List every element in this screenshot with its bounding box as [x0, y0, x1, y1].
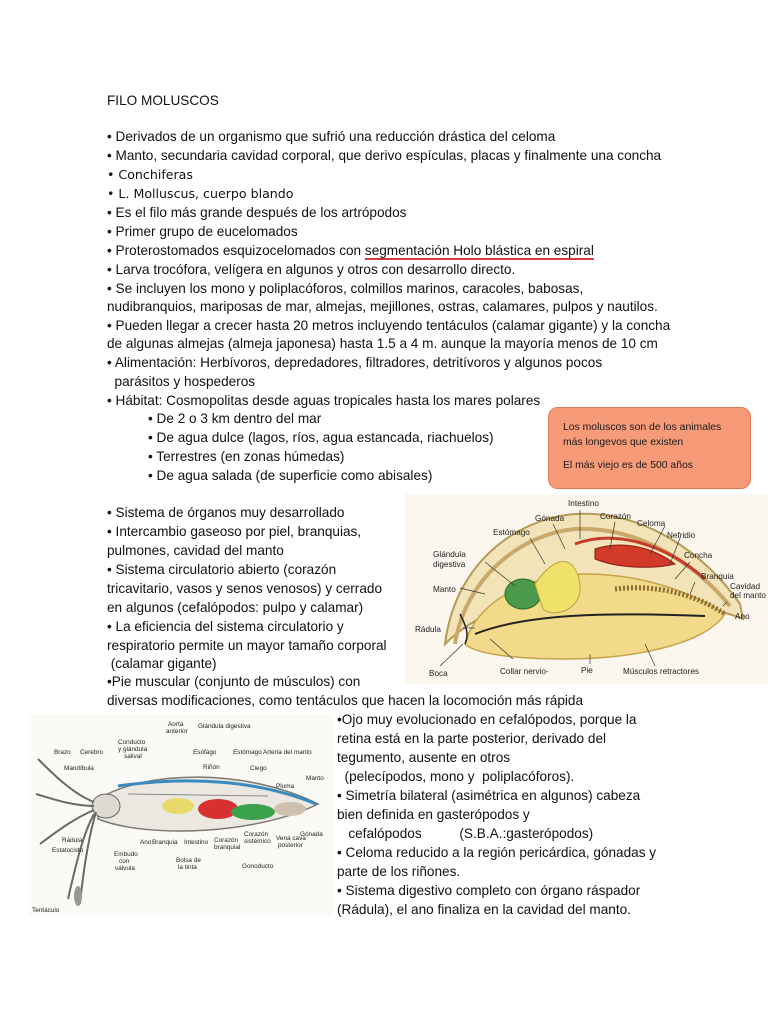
bullet-alimentacion: • Alimentación: Herbívoros, depredadores, filtradores, detritívoros y algunos pocos — [107, 355, 603, 370]
clam-label-manto: Manto — [433, 585, 456, 594]
callout-box — [548, 407, 751, 489]
clam-label-digestiva: digestiva — [433, 560, 466, 569]
squid-label-corazon-sistemico: Corazón — [244, 831, 269, 838]
bullet-celoma: • Derivados de un organismo que sufrió una reducción drástica del celoma — [107, 129, 556, 144]
bullet-pie: •Pie muscular (conjunto de músculos) con — [107, 674, 361, 689]
bullet-crecer-cont: de algunas almejas (almeja japonesa) hasta 1.5 a 4 m. aunque la mayoría menos de 10 cm — [107, 336, 658, 351]
bullet-circulatorio-cont1: tricavitario, vasos y senos venosos) y cerrado — [107, 581, 383, 596]
bullet-pie-cont: diversas modificaciones, como tentáculos que hacen la locomoción más rápida — [107, 693, 584, 708]
bullet-intercambio-cont: pulmones, cavidad del manto — [107, 543, 284, 558]
squid-label-intestino: Intestino — [184, 839, 209, 846]
habitat-item-dulce: • De agua dulce (lagos, ríos, agua estancada, riachuelos) — [148, 430, 494, 445]
habitat-item-mar: • De 2 o 3 km dentro del mar — [148, 411, 322, 426]
squid-label-glandula-digestiva: Glándula digestiva — [198, 723, 251, 730]
squid-label-y-glandula: y glándula — [118, 746, 148, 753]
habitat-item-salada: • De agua salada (de superficie como abisales) — [148, 468, 433, 483]
bullet-habitat: • Hábitat: Cosmopolitas desde aguas tropicales hasta los mares polares — [107, 393, 541, 408]
squid-label-corazon-branquial: Corazón — [214, 837, 239, 844]
squid-label-aorta: Aorta — [168, 721, 184, 728]
bullet-molluscus: • L. Molluscus, cuerpo blando — [107, 186, 294, 201]
squid-anatomy-figure — [28, 714, 333, 916]
squid-label-branquia: Branquia — [152, 839, 178, 846]
squid-label-conducto: Conducto — [118, 739, 146, 746]
squid-label-bolsa: Bolsa de — [176, 857, 201, 864]
squid-label-cerebro: Cerebro — [80, 749, 104, 756]
bullet-ojo-cont1: retina está en la parte posterior, derivado del — [337, 731, 607, 746]
bullet-ojo-cont3: (pelecípodos, mono y poliplacóforos). — [337, 769, 575, 784]
clam-label-estomago: Estómago — [493, 528, 530, 537]
page-title: FILO MOLUSCOS — [107, 93, 219, 108]
bullet-digestivo: • Sistema digestivo completo con órgano ráspador — [337, 883, 641, 898]
squid-label-sistemico: sistémico — [244, 838, 271, 845]
clam-label-radula: Rádula — [415, 625, 441, 634]
clam-label-gonada: Gónada — [535, 514, 565, 523]
bullet-incluyen: • Se incluyen los mono y poliplacóforos, colmillos marinos, caracoles, babosas, — [107, 281, 584, 296]
squid-label-brazo: Brazo — [54, 749, 71, 756]
bullet-alimentacion-cont: parásitos y hospederos — [107, 374, 256, 389]
bullet-organos: • Sistema de órganos muy desarrollado — [107, 505, 345, 520]
squid-label-radula: Rádula — [62, 837, 83, 844]
squid-label-anterior: anterior — [166, 728, 188, 735]
clam-label-celoma: Celoma — [637, 519, 666, 528]
squid-label-branquial: branquial — [214, 844, 241, 851]
squid-label-pluma: Pluma — [276, 783, 295, 790]
callout-line-2: El más viejo es de 500 años — [563, 460, 693, 471]
bullet-circulatorio-cont2: en algunos (cefalópodos: pulpo y calamar) — [107, 600, 364, 615]
bullet-crecer: • Pueden llegar a crecer hasta 20 metros incluyendo tentáculos (calamar gigante) y la concha — [107, 318, 671, 333]
bullet-celoma-reducido: • Celoma reducido a la región pericárdica, gónadas y — [337, 845, 657, 860]
bullet-eficiencia-cont2: (calamar gigante) — [107, 656, 217, 671]
clam-anatomy-figure — [405, 494, 768, 684]
bullet-manto: • Manto, secundaria cavidad corporal, que derivo espículas, placas y finalmente una concha — [107, 148, 662, 163]
bullet-digestivo-cont: (Rádula), el ano finaliza en la cavidad del manto. — [337, 902, 631, 917]
clam-label-ano: Ano — [735, 612, 750, 621]
clam-label-intestino: Intestino — [568, 499, 599, 508]
squid-label-la-tinta: la tinta — [178, 864, 197, 871]
squid-label-rinon: Riñón — [203, 764, 220, 771]
squid-label-estomago: Estómago — [233, 749, 262, 756]
squid-label-manto: Manto — [306, 775, 324, 782]
bullet-circulatorio: • Sistema circulatorio abierto (corazón — [107, 562, 337, 577]
clam-label-del-manto: del manto — [730, 591, 766, 600]
squid-label-posterior: posterior — [278, 842, 303, 849]
clam-label-collar: Collar nervio- — [500, 667, 549, 676]
habitat-item-terrestres: • Terrestres (en zonas húmedas) — [148, 449, 345, 464]
bullet-ojo: •Ojo muy evolucionado en cefalópodos, porque la — [337, 712, 637, 727]
squid-gonad — [274, 802, 306, 816]
clam-label-concha: Concha — [684, 551, 713, 560]
segmentacion-link-text: segmentación Holo blástica en espiral — [364, 243, 594, 258]
callout-line-1: Los moluscos son de los animales más longevos que existen — [563, 422, 722, 448]
bullet-celoma-reducido-cont: parte de los riñones. — [337, 864, 461, 879]
bullet-eficiencia: • La eficiencia del sistema circulatorio y — [107, 619, 344, 634]
bullet-simetria: • Simetría bilateral (asimétrica en algunos) cabeza — [337, 788, 641, 803]
squid-label-gonada: Gónada — [300, 831, 323, 838]
clam-label-pie: Pie — [581, 666, 593, 675]
squid-label-embudo: Embudo — [114, 851, 138, 858]
squid-label-arteria: Arteria del manto — [263, 749, 312, 756]
squid-label-gonoducto: Gonoducto — [242, 863, 274, 870]
proterostomados-text: • Proterostomados esquizocelomados con — [107, 243, 365, 258]
squid-label-con: con — [119, 858, 130, 865]
bullet-intercambio: • Intercambio gaseoso por piel, branquias, — [107, 524, 362, 539]
clam-label-glandula: Glándula — [433, 550, 466, 559]
bullet-larva: • Larva trocófora, velígera en algunos y otros con desarrollo directo. — [107, 262, 516, 277]
clam-label-musculos: Músculos retractores — [623, 667, 699, 676]
clam-label-nefridio: Nefridio — [667, 531, 696, 540]
clam-label-boca: Boca — [429, 669, 448, 678]
squid-label-ano: Ano — [140, 839, 152, 846]
squid-label-salival: salival — [124, 753, 142, 760]
bullet-conchiferas: • Conchiferas — [107, 167, 193, 182]
squid-label-ciego: Ciego — [250, 765, 267, 772]
bullet-simetria-cont1: bien definida en gasterópodos y — [337, 807, 530, 822]
bullet-proterostomados — [107, 242, 594, 260]
squid-digestive-gland — [162, 798, 194, 814]
squid-label-mandibula: Mandíbula — [64, 765, 94, 772]
bullet-simetria-cont2: cefalópodos (S.B.A.:gasterópodos) — [337, 826, 594, 841]
clam-label-corazon: Corazón — [600, 512, 631, 521]
squid-heart — [198, 799, 238, 819]
squid-branchial — [231, 804, 275, 820]
bullet-eucelomados: • Primer grupo de eucelomados — [107, 224, 298, 239]
squid-label-esofago: Esófago — [193, 749, 217, 756]
squid-label-valvula: válvula — [115, 865, 135, 872]
bullet-ojo-cont2: tegumento, ausente en otros — [337, 750, 511, 765]
squid-tentacle-club — [74, 886, 82, 906]
clam-label-branquia: Branquia — [701, 572, 734, 581]
clam-label-cavidad: Cavidad — [730, 582, 761, 591]
squid-label-vena-cava: Vena cava — [276, 835, 306, 842]
squid-label-estatocisto: Estatocisto — [52, 847, 84, 854]
bullet-eficiencia-cont: respiratorio permite un mayor tamaño corporal — [107, 638, 387, 653]
bullet-incluyen-cont: nudibranquios, mariposas de mar, almejas, mejillones, ostras, calamares, pulpos y nautilos. — [107, 299, 658, 314]
bullet-filo-grande: • Es el filo más grande después de los artrópodos — [107, 205, 407, 220]
squid-label-tentaculo: Tentáculo — [32, 907, 60, 914]
